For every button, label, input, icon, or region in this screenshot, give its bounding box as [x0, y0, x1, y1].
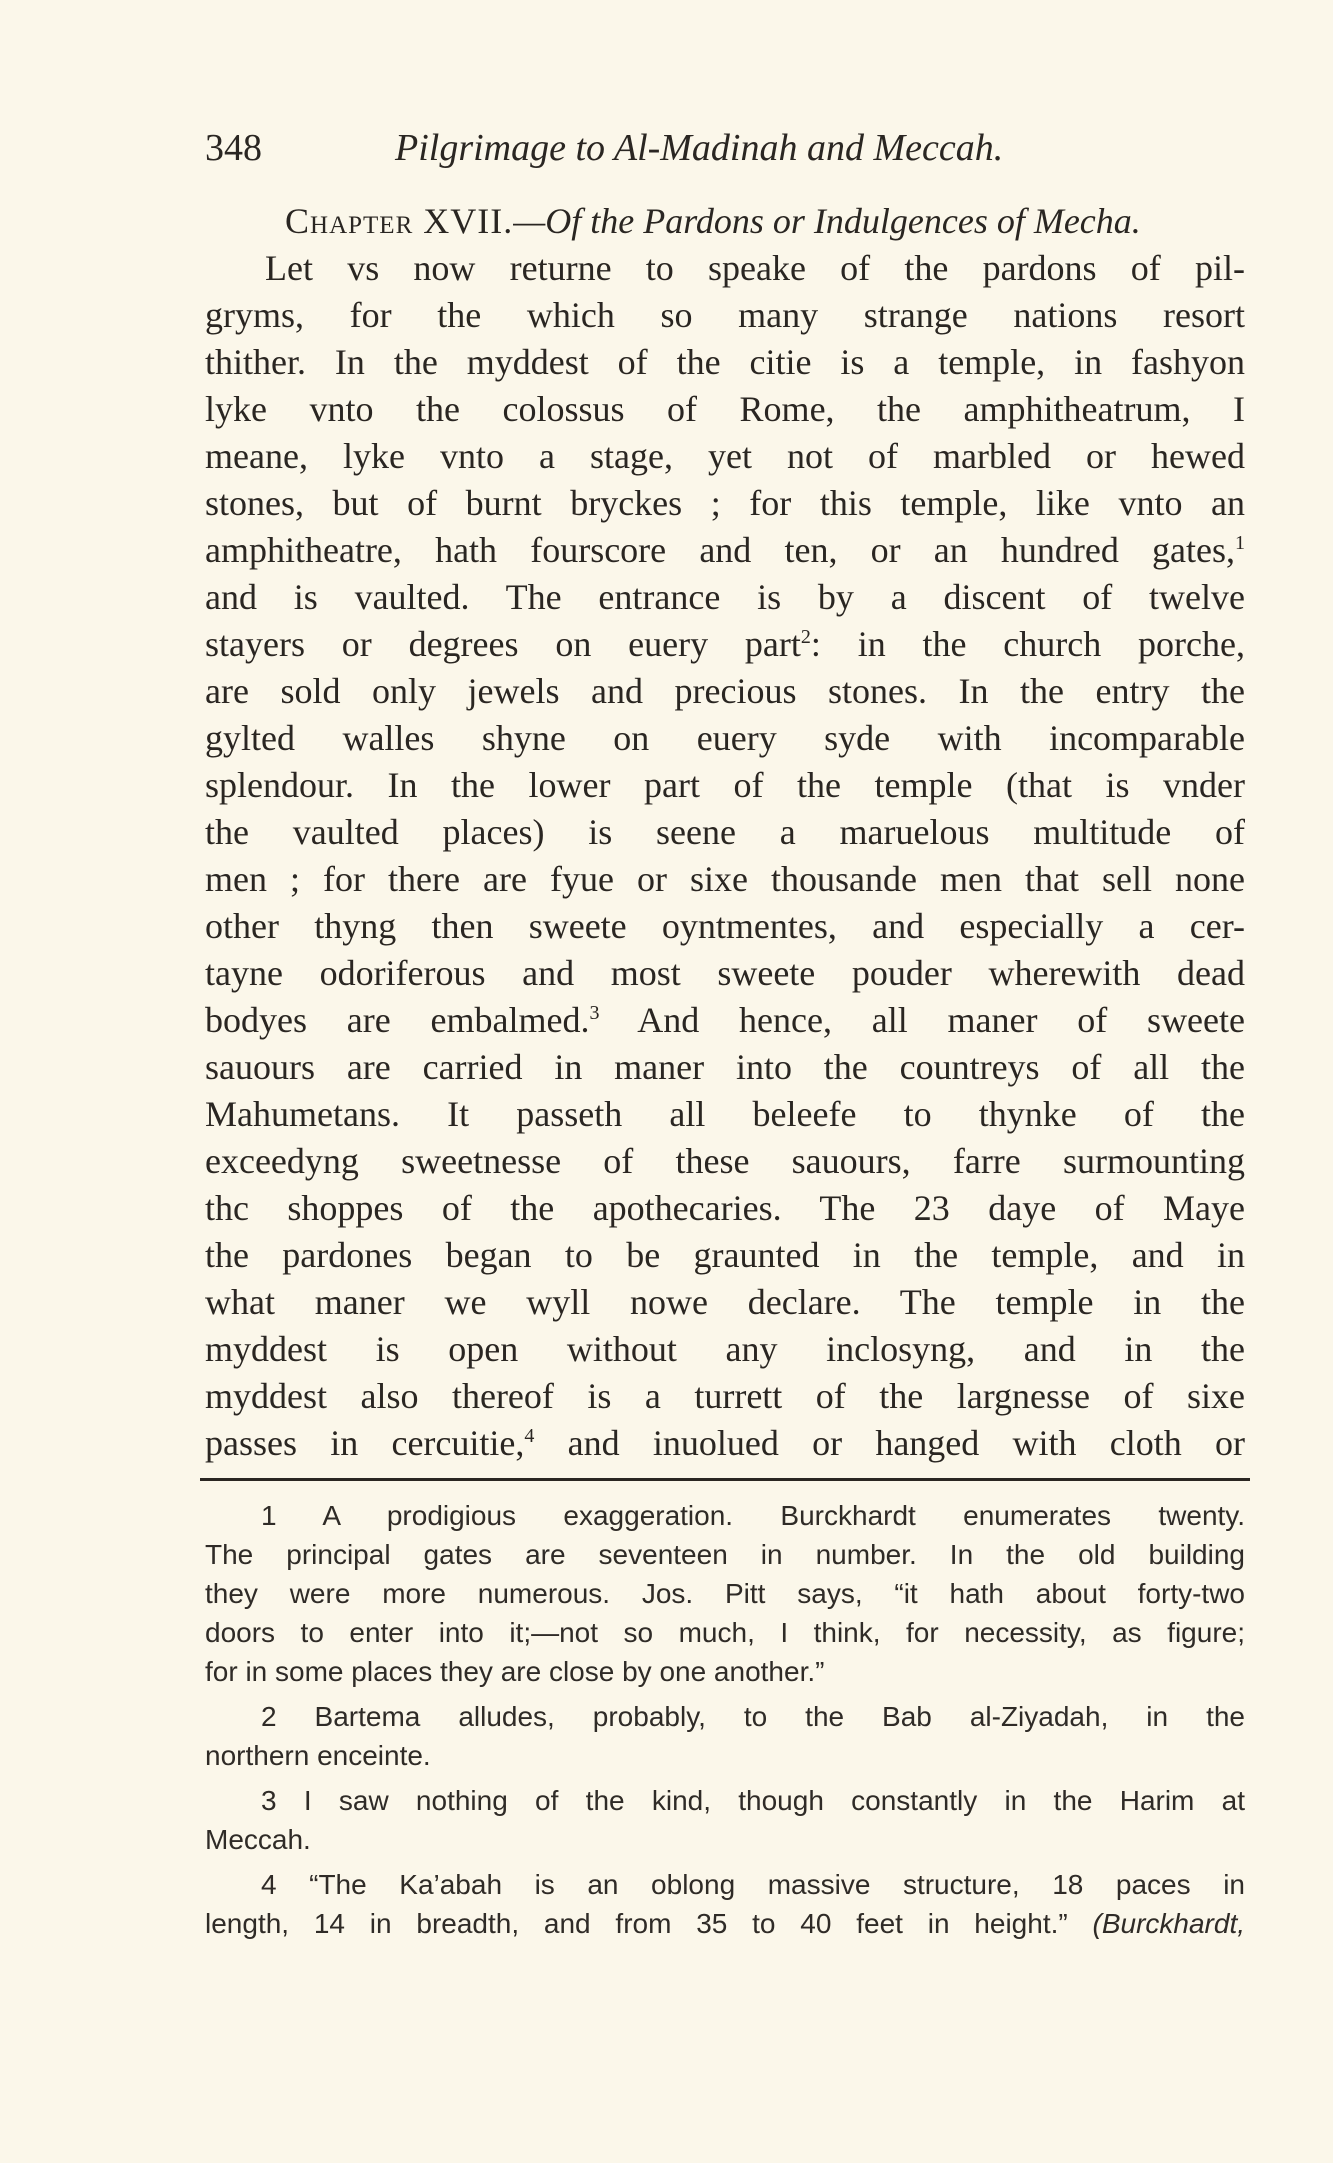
- text-line: myddest also thereof is a turrett of the largnesse of sixe: [205, 1376, 1245, 1416]
- text-fragment: amphitheatre, hath fourscore and ten, or an hundred gates,: [205, 530, 1235, 570]
- text-fragment: passes in cercuitie,: [205, 1423, 525, 1463]
- text-line: exceedyng sweetnesse of these sauours, farre surmounting: [205, 1141, 1245, 1181]
- text-line: the vaulted places) is seene a maruelous multitude of: [205, 812, 1245, 852]
- body-text: [205, 198, 1245, 1467]
- footnote-4: [205, 1865, 1245, 1943]
- footnote-line: for in some places they are close by one another.”: [205, 1656, 825, 1687]
- chapter-heading: [205, 198, 1245, 245]
- text-fragment: stayers or degrees on euery part: [205, 624, 801, 664]
- chapter-title: —Of the Pardons or Indulgences of Mecha.: [513, 201, 1141, 241]
- page-number: 348: [205, 127, 262, 169]
- text-line: thc shoppes of the apothecaries. The 23 daye of Maye: [205, 1188, 1245, 1228]
- text-fragment: bodyes are embalmed.: [205, 1000, 590, 1040]
- footnote-line: doors to enter into it;—not so much, I think, for necessity, as figure;: [205, 1617, 1245, 1648]
- text-line: sauours are carried in maner into the countreys of all the: [205, 1047, 1245, 1087]
- footnote-line: The principal gates are seventeen in number. In the old building: [205, 1539, 1245, 1570]
- text-line: Let vs now returne to speake of the pardons of pil-: [265, 248, 1245, 288]
- footnote-divider: [200, 1478, 1250, 1481]
- text-line: gryms, for the which so many strange nations resort: [205, 295, 1245, 335]
- footnote-line: 2 Bartema alludes, probably, to the Bab al-Ziyadah, in the: [261, 1701, 1245, 1732]
- text-line: and is vaulted. The entrance is by a discent of twelve: [205, 577, 1245, 617]
- running-title: Pilgrimage to Al-Madinah and Meccah.: [395, 127, 1004, 169]
- footnote-ref-4: 4: [524, 1425, 535, 1447]
- text-line: tayne odoriferous and most sweete pouder wherewith dead: [205, 953, 1245, 993]
- text-line: [205, 997, 1245, 1044]
- text-fragment: And hence, all maner of sweete: [599, 1000, 1245, 1040]
- chapter-label: Chapter XVII.: [285, 201, 514, 241]
- footnotes: [205, 1496, 1245, 1949]
- footnote-2: [205, 1697, 1245, 1775]
- text-line: other thyng then sweete oyntmentes, and especially a cer-: [205, 906, 1245, 946]
- text-line: are sold only jewels and precious stones. In the entry the: [205, 671, 1245, 711]
- footnote-ref-3: 3: [589, 1002, 600, 1024]
- text-line: [205, 621, 1245, 668]
- footnote-line: 3 I saw nothing of the kind, though constantly in the Harim at: [261, 1785, 1245, 1816]
- text-line: what maner we wyll nowe declare. The temple in the: [205, 1282, 1245, 1322]
- text-line: Mahumetans. It passeth all beleefe to thynke of the: [205, 1094, 1245, 1134]
- footnote-citation: (Burckhardt,: [1092, 1908, 1245, 1939]
- footnote-fragment: length, 14 in breadth, and from 35 to 40 feet in height.”: [205, 1908, 1068, 1939]
- footnote-line: they were more numerous. Jos. Pitt says, “it hath about forty-two: [205, 1578, 1245, 1609]
- footnote-line: 1 A prodigious exaggeration. Burckhardt enumerates twenty.: [261, 1500, 1245, 1531]
- text-line: stones, but of burnt bryckes ; for this temple, like vnto an: [205, 483, 1245, 523]
- text-line: men ; for there are fyue or sixe thousande men that sell none: [205, 859, 1245, 899]
- footnote-1: [205, 1496, 1245, 1691]
- footnote-line: [205, 1904, 1245, 1943]
- text-line: splendour. In the lower part of the temple (that is vnder: [205, 765, 1245, 805]
- text-line: gylted walles shyne on euery syde with incomparable: [205, 718, 1245, 758]
- footnote-line: 4 “The Ka’abah is an oblong massive structure, 18 paces in: [261, 1869, 1245, 1900]
- text-fragment: : in the church porche,: [810, 624, 1245, 664]
- footnote-ref-2: 2: [800, 626, 811, 648]
- footnote-ref-1: 1: [1235, 532, 1245, 554]
- text-line: lyke vnto the colossus of Rome, the amphitheatrum, I: [205, 389, 1245, 429]
- text-fragment: and inuolued or hanged with cloth or: [534, 1423, 1245, 1463]
- footnote-3: [205, 1781, 1245, 1859]
- text-line: thither. In the myddest of the citie is a temple, in fashyon: [205, 342, 1245, 382]
- text-line: [205, 1420, 1245, 1467]
- footnote-line: northern enceinte.: [205, 1740, 431, 1771]
- text-line: the pardones began to be graunted in the temple, and in: [205, 1235, 1245, 1275]
- text-line: meane, lyke vnto a stage, yet not of marbled or hewed: [205, 436, 1245, 476]
- text-line: myddest is open without any inclosyng, and in the: [205, 1329, 1245, 1369]
- text-line: [205, 527, 1245, 574]
- footnote-line: Meccah.: [205, 1824, 311, 1855]
- page-header: [205, 118, 1245, 178]
